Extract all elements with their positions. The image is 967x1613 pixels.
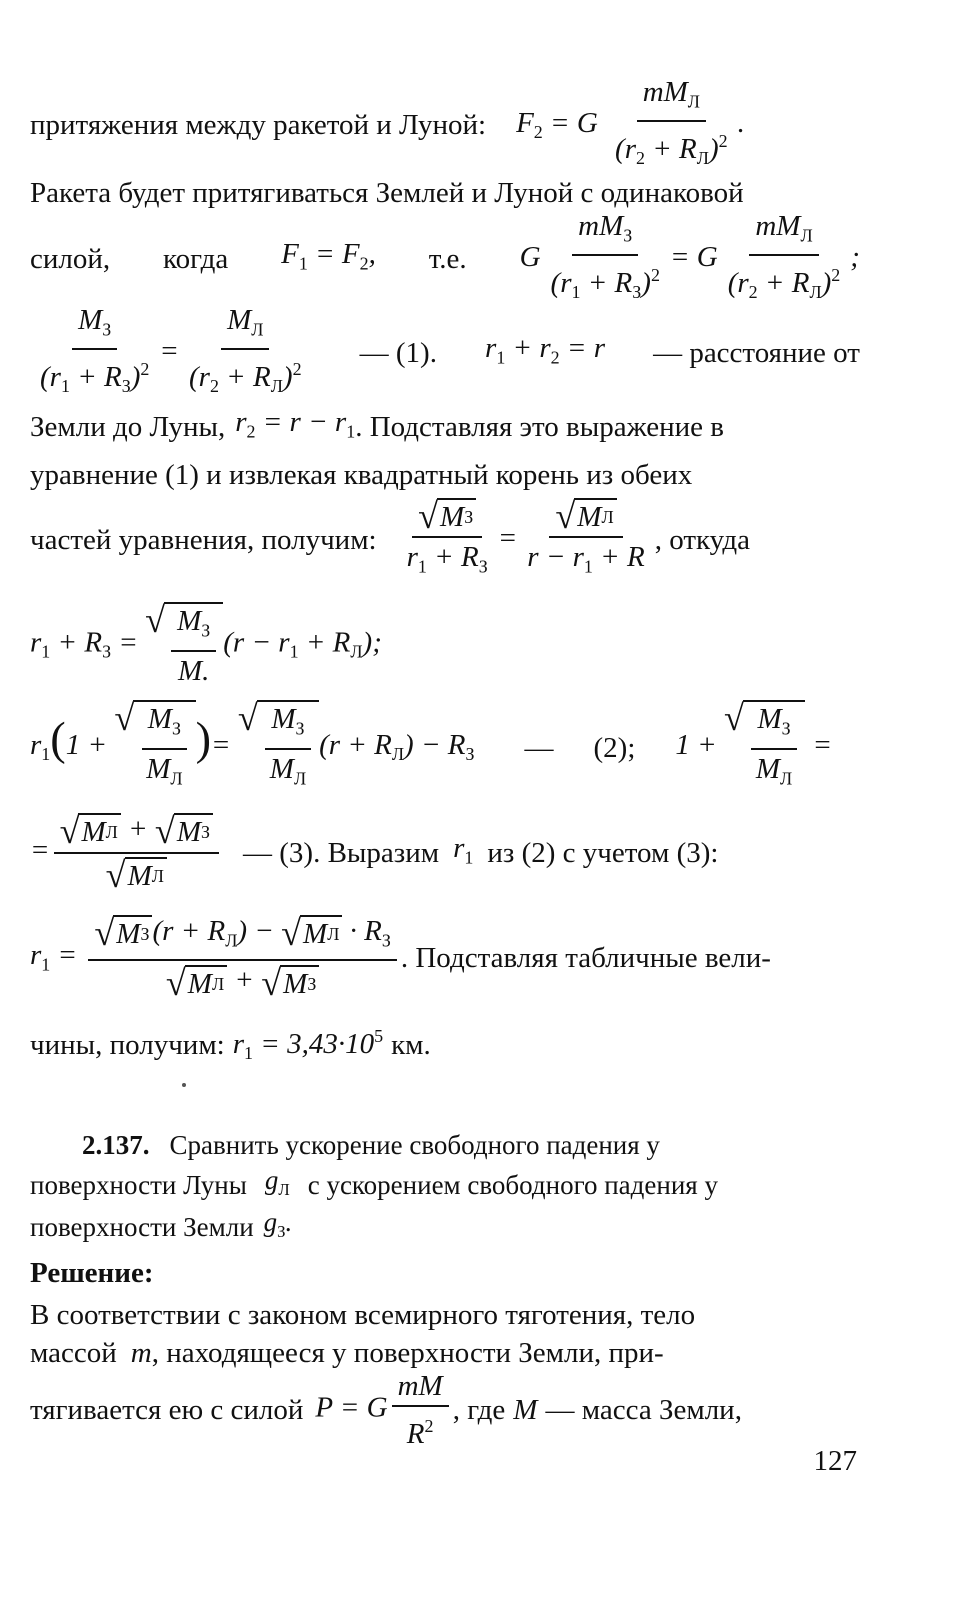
text-line-4 [30,303,860,397]
text: из (2) с учетом (3): [487,836,719,869]
formula-line-8 [30,600,860,690]
formula-force-balance: G $\frac{mM_З}{(r_1 + R_З)^2}$ = G $\frac{mM_Л}{(r_2 + R_Л)^2}$ ; [519,209,860,303]
text: уравнение (1) и извлекая квадратный корень из обеих [30,459,693,491]
formula-line-10 [30,805,860,900]
text: притяжения между ракетой и Луной: [30,109,487,141]
formula-2: $r_1(1$ + √ $\frac{M_З}{M_Л}$ )= √ $\frac{M_З}{M_Л}$ $(r + R_Л) - R_З$ [30,700,475,795]
text: — [524,731,554,764]
text: поверхности Луны [30,1170,247,1200]
symbol-g-earth: $g_З$. [263,1207,293,1241]
text: когда [163,243,229,275]
symbol-M: M [513,1394,538,1426]
symbol-m: m [130,1337,152,1369]
text: (2); [593,731,636,764]
formula-r1-symbol: $r_1$ [453,831,474,868]
text-line-12 [30,1010,860,1080]
text: — (3). Выразим [243,836,440,869]
text: Ракета будет притягиваться Землей и Луной с одинаковой [30,177,744,209]
text: чины, получим: [30,1029,225,1061]
text: . Подставляя это выражение в [355,411,724,443]
problem-number: 2.137. [82,1130,150,1160]
formula-sqrt-ratio: √ M З $r_1 + R_З$ = √ M Л $r - r_1 + R$ [406,495,645,577]
text: Земли до Луны, [30,411,226,443]
formula-r1-value: $r_1 = 3,43\cdot 10^5$ [232,1026,384,1064]
result-exponent: 5 [374,1026,384,1047]
formula-f2: $F_2 = G$ $\frac{mM_Л}{(r_2 + R_Л)^2}$ . [516,75,745,169]
text: . Подставляя табличные вели- [400,941,771,974]
result-value: 3,43·10 [287,1028,375,1061]
page-number: 127 [813,1445,857,1477]
text: — расстояние от [653,337,860,369]
formula-distance: $r_1 + r_2 = r$ [485,332,605,368]
formula-equal-forces: $F_1 = F_2$, [281,238,376,274]
solution-line-3 [30,1370,860,1450]
heading: Решение: [30,1257,154,1289]
formula-p: P = G $\frac{mM}{R^2}$ [315,1369,452,1451]
text: , где [452,1394,506,1426]
text: км. [391,1029,431,1061]
text: с ускорением свободного падения у [307,1170,718,1200]
text: В соответствии с законом всемирного тяготения, тело [30,1299,696,1331]
text: , откуда [654,524,750,556]
text-line-7 [30,495,860,580]
text: частей уравнения, получим: [30,524,377,556]
text: — масса Земли, [545,1394,742,1426]
formula-r2: $r_2 = r - r_1$ [235,406,356,442]
problem-text: Сравнить ускорение свободного падения у [169,1130,660,1160]
symbol-g-moon: $g_Л$ [264,1165,290,1199]
speck [182,1083,186,1087]
formula-line-11 [30,910,860,1005]
text: тягивается ею с силой [30,1394,304,1426]
text: поверхности Земли [30,1212,254,1242]
text: т.е. [428,243,467,275]
text: — (1). [359,337,437,369]
formula-3-left: 1 + √ $\frac{M_З}{M_Л}$ = [675,700,832,795]
text: массой [30,1337,117,1369]
formula-1: $\frac{M_З}{(r_1 + R_З)^2}$ = $\frac{M_Л}{(r_2 + R_Л)^2}$ [40,303,302,397]
text-line-1 [30,75,860,169]
formula-3-right: = √ M Л + √ M З √ M Л [30,812,223,893]
text: , находящееся у поверхности Земли, при- [151,1337,664,1369]
formula-r1-plus-r3: $r_1 + R_З$ = √ $\frac{M_З}{M.}$ $(r - r_1 + R_Л)$; [30,600,382,687]
text-line-3 [30,209,860,303]
formula-r1-result: $r_1$ = √ M З $(r + R_Л)$ − √ M Л · $R_З$ √ M Л + √ M З [30,914,401,1001]
formula-line-9 [30,700,860,795]
text: силой, [30,243,111,275]
